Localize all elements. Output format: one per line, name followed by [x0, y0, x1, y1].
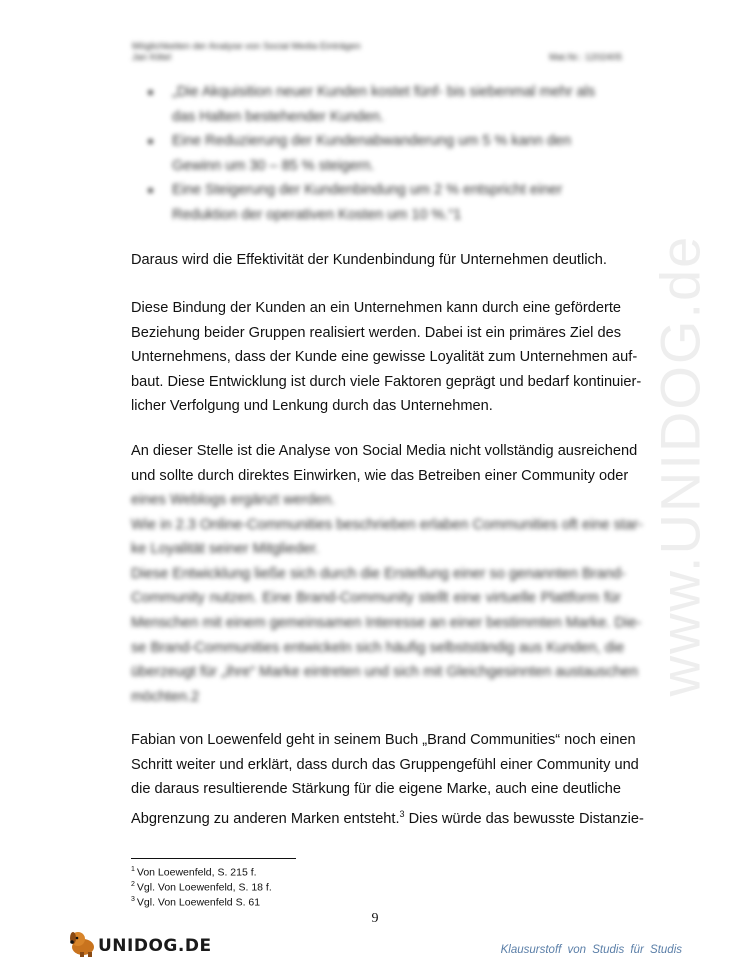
footnote-divider	[131, 858, 296, 859]
running-header	[132, 41, 622, 63]
page-number: 9	[371, 911, 379, 926]
list-item: Eine Reduzierung der Kundenabwanderung um 5 % kann den Gewinn um 30 – 85 % steigern.	[148, 129, 618, 178]
list-item: Eine Steigerung der Kundenbindung um 2 % entspricht einer Reduktion der operativen Kosten um 10 %.“1	[148, 178, 618, 227]
footer-tagline: Klausurstoff von Studis für Studis	[500, 944, 682, 956]
header-title: Möglichkeiten der Analyse von Social Media Einträgen	[132, 41, 361, 52]
footnote-ref: 3	[399, 808, 405, 819]
bullet-icon	[148, 188, 153, 193]
paragraph-kundenbindung: Diese Bindung der Kunden an ein Unternehmen kann durch eine geförderte Beziehung beider Gruppen realisiert werden. Dabei ist ein primäres Ziel des Unternehmens, dass der Kunde eine gewisse Loyalität zum Unternehmen auf- baut. Diese Entwicklung ist durch viele Faktoren geprägt und bedarf kontinuier- licher Verfolgung und Lenkung durch das Unternehmen.	[131, 300, 642, 415]
watermark-text: www.UNIDOG.de	[648, 234, 712, 696]
dog-icon	[66, 928, 100, 958]
paragraph-social-media: An dieser Stelle ist die Analyse von Social Media nicht vollständig ausreichend und sollte durch direktes Einwirken, wie das Betreiben einer Community oder	[131, 443, 638, 484]
paragraph-blurred-preview: eines Weblogs ergänzt werden. Wie in 2.3 Online-Communities beschrieben erlaben Communities oft eine star- ke Loyalität seiner Mitglieder. Diese Entwicklung ließe sich durch die Erstellung einer so genannten Brand- Community nutzen. Eine Brand-Community stellt eine virtuelle Plattform für Menschen mit einem gemeinsamen Interesse an einer bestimmten Marke. Die- se Brand-Communities entwickeln sich häufig selbstständig aus Kunden, die überzeugt für „ihre“ Marke eintreten und sich mit Gleichgesinnten austauschen möchten.2	[131, 492, 643, 705]
logo-text: UNIDOG.DE	[98, 936, 212, 956]
list-item: „Die Akquisition neuer Kunden kostet fünf- bis siebenmal mehr als das Halten bestehender Kunden.	[148, 80, 618, 129]
paragraph-loewenfeld: Fabian von Loewenfeld geht in seinem Buch „Brand Communities“ noch einen Schritt weiter und erklärt, dass durch das Gruppengefühl einer Community und die daraus resultierende Stärkung für die eigene Marke, auch eine deutliche Abgrenzung zu anderen Marken entsteht.$^3$ Dies würde das bewusste Distanzie-	[131, 732, 644, 827]
bullet-icon	[148, 90, 153, 95]
unidog-logo[interactable]	[66, 928, 212, 958]
footnote-1: $^1$ Von Loewenfeld, S. 215 f.	[131, 866, 257, 879]
bullet-icon	[148, 139, 153, 144]
quote-bullet-list	[148, 80, 618, 227]
watermark	[630, 234, 730, 696]
footnote-3: $^3$ Vgl. Von Loewenfeld S. 61	[131, 895, 261, 909]
footnotes	[131, 864, 272, 908]
header-author: Jan Kittel	[132, 52, 172, 63]
paragraph-effektivitaet: Daraus wird die Effektivität der Kundenbindung für Unternehmen deutlich.	[131, 252, 607, 268]
footnote-2: $^2$ Vgl. Von Loewenfeld, S. 18 f.	[131, 880, 272, 894]
header-matnr: Mat.Nr.: 1202405	[549, 52, 622, 63]
